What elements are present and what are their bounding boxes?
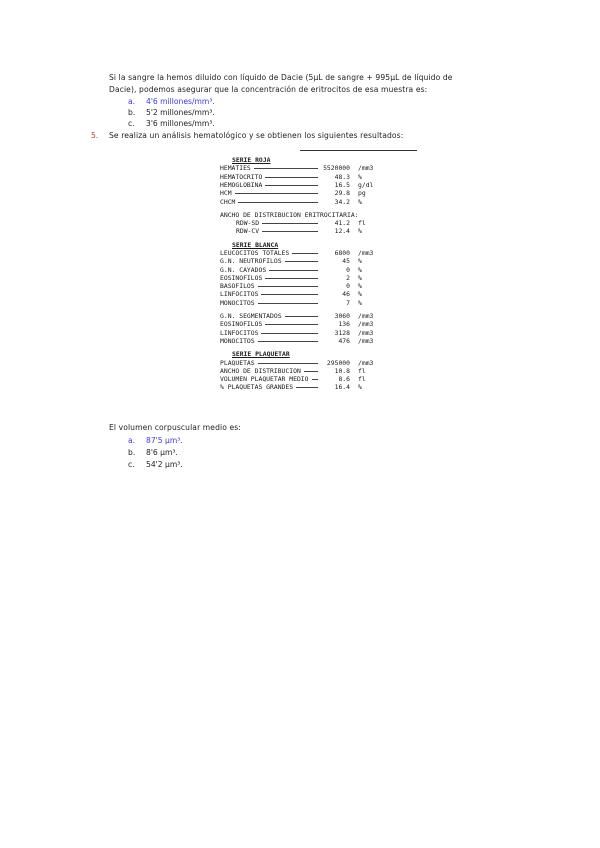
report-row-name: LINFOCITOS <box>220 290 259 299</box>
report-row-leader <box>261 333 318 334</box>
report-row <box>220 198 420 206</box>
report-row-leader <box>285 316 318 317</box>
option-text: 4'6 millones/mm³. <box>146 97 215 106</box>
report-row <box>220 329 420 337</box>
report-row-value: 5520000 <box>323 164 350 173</box>
option-letter: b. <box>128 448 136 457</box>
report-row <box>220 257 420 265</box>
report-row-unit: /mm3 <box>358 248 374 257</box>
report-row-name: MONOCITOS <box>220 298 255 307</box>
report-row-unit: % <box>358 257 362 266</box>
report-row-leader <box>254 168 318 169</box>
report-row-name: LINFOCITOS <box>220 328 259 337</box>
report-row-unit: fl <box>358 375 366 384</box>
question-4-line-1: Si la sangre la hemos diluido con líquido de Dacie (5µL de sangre + 995µL de líquido de <box>109 73 453 82</box>
report-row-value: 3128 <box>334 328 350 337</box>
report-row <box>220 173 420 181</box>
report-row-unit: % <box>358 282 362 291</box>
report-row <box>220 189 420 197</box>
report-section-title: SERIE ROJA <box>232 156 271 164</box>
report-subtitle: ANCHO DE DISTRIBUCION ERITROCITARIA: <box>220 210 359 219</box>
report-row-leader <box>238 202 318 203</box>
report-row-name: % PLAQUETAS GRANDES <box>220 383 294 392</box>
report-row-leader <box>258 303 318 304</box>
report-row-value: 16.4 <box>334 383 350 392</box>
report-row-name: ANCHO DE DISTRIBUCION <box>220 366 301 375</box>
report-row-leader <box>258 363 318 364</box>
report-row-value: 6800 <box>334 248 350 257</box>
report-row <box>220 274 420 282</box>
report-row-leader <box>312 379 319 380</box>
report-row-value: 476 <box>338 336 350 345</box>
question-5-number: 5. <box>91 131 99 140</box>
report-row <box>220 383 420 391</box>
report-row <box>220 359 420 367</box>
report-row-value: 29.8 <box>334 189 350 198</box>
report-row-leader <box>269 270 318 271</box>
option-letter: a. <box>128 97 136 106</box>
report-row-name: CHCM <box>220 197 236 206</box>
report-row-name: PLAQUETAS <box>220 358 255 367</box>
report-row-unit: /mm3 <box>358 312 374 321</box>
report-row <box>220 219 420 227</box>
option-text: 54'2 µm³. <box>146 460 183 469</box>
report-row-leader <box>285 261 318 262</box>
report-row-value: 41.2 <box>334 219 350 228</box>
report-row-value: 12.4 <box>334 227 350 236</box>
option-letter: a. <box>128 436 136 445</box>
report-row-value: 0 <box>346 265 350 274</box>
report-row-value: 46 <box>342 290 350 299</box>
report-row-name: MONOCITOS <box>220 336 255 345</box>
report-row-name: HCM <box>220 189 232 198</box>
report-row-name: G.N. SEGMENTADOS <box>220 312 282 321</box>
report-row-value: 295000 <box>326 358 350 367</box>
report-row-unit: % <box>358 227 362 236</box>
report-row-leader <box>258 341 318 342</box>
report-row-value: 136 <box>338 320 350 329</box>
report-row <box>220 375 420 383</box>
report-row-unit: /mm3 <box>358 328 374 337</box>
report-row-name: RDW-CV <box>236 227 260 236</box>
report-row-unit: g/dl <box>358 180 374 189</box>
report-row <box>220 367 420 375</box>
report-row-unit: fl <box>358 219 366 228</box>
question-5-prompt: El volumen corpuscular medio es: <box>109 423 241 432</box>
report-row-unit: % <box>358 383 362 392</box>
report-row-unit: /mm3 <box>358 358 374 367</box>
question-5-text: Se realiza un análisis hematológico y se obtienen los siguientes resultados: <box>109 131 404 140</box>
report-row <box>220 320 420 328</box>
report-row-value: 8.6 <box>338 375 350 384</box>
report-row-unit: /mm3 <box>358 336 374 345</box>
report-row-value: 48.3 <box>334 172 350 181</box>
report-row-leader <box>235 193 318 194</box>
report-row-leader <box>296 387 318 388</box>
report-row-leader <box>265 324 318 325</box>
report-row-name: EOSINOFILOS <box>220 273 263 282</box>
report-row <box>220 266 420 274</box>
report-row-leader <box>262 223 318 224</box>
report-row-value: 45 <box>342 257 350 266</box>
report-row-name: G.N. NEUTROFILOS <box>220 257 282 266</box>
report-row-name: G.N. CAYADOS <box>220 265 267 274</box>
report-row-unit: /mm3 <box>358 164 374 173</box>
report-row-leader <box>265 185 318 186</box>
report-row-value: 3060 <box>334 312 350 321</box>
report-row-leader <box>304 371 318 372</box>
report-row <box>220 312 420 320</box>
report-row-name: LEUCOCITOS TOTALES <box>220 248 290 257</box>
lab-report <box>220 150 420 418</box>
question-4-line-2: Dacie), podemos asegurar que la concentración de eritrocitos de esa muestra es: <box>109 85 428 94</box>
report-row-unit: % <box>358 273 362 282</box>
report-row-unit: % <box>358 290 362 299</box>
report-row <box>220 290 420 298</box>
option-text: 3'6 millones/mm³. <box>146 119 215 128</box>
report-section-title: SERIE BLANCA <box>232 240 279 249</box>
report-row-unit: /mm3 <box>358 320 374 329</box>
report-row-name: HEMATOCRITO <box>220 172 263 181</box>
option-text: 5'2 millones/mm³. <box>146 108 215 117</box>
report-row <box>220 227 420 235</box>
report-section-title: SERIE PLAQUETAR <box>232 350 290 359</box>
report-row-unit: fl <box>358 366 366 375</box>
report-row-unit: % <box>358 298 362 307</box>
report-row-leader <box>261 294 318 295</box>
report-row <box>220 164 420 172</box>
option-letter: b. <box>128 108 136 117</box>
report-row-leader <box>265 177 318 178</box>
report-row <box>220 337 420 345</box>
report-row-value: 16.5 <box>334 180 350 189</box>
report-row-unit: % <box>358 172 362 181</box>
report-row-leader <box>265 278 318 279</box>
option-letter: c. <box>128 119 135 128</box>
report-row-name: VOLUMEN PLAQUETAR MEDIO <box>220 375 309 384</box>
report-row-value: 7 <box>346 298 350 307</box>
report-row-name: HEMOGLOBINA <box>220 180 263 189</box>
report-row-leader <box>262 231 318 232</box>
report-row-unit: % <box>358 265 362 274</box>
report-row-name: EOSINOFILOS <box>220 320 263 329</box>
report-row-name: BASOFILOS <box>220 282 255 291</box>
option-letter: c. <box>128 460 135 469</box>
report-top-rule <box>300 150 417 151</box>
report-row <box>220 299 420 307</box>
report-row-name: RDW-SD <box>236 219 260 228</box>
report-row-value: 0 <box>346 282 350 291</box>
report-row-unit: pg <box>358 189 366 198</box>
report-row-leader <box>258 286 318 287</box>
report-row-leader <box>292 253 318 254</box>
report-row-value: 34.2 <box>334 197 350 206</box>
report-row <box>220 282 420 290</box>
report-row <box>220 249 420 257</box>
report-row-value: 2 <box>346 273 350 282</box>
report-row-unit: % <box>358 197 362 206</box>
report-row-name: HEMATIES <box>220 164 251 173</box>
option-text: 8'6 µm³. <box>146 448 178 457</box>
report-row <box>220 181 420 189</box>
report-row-value: 10.8 <box>334 366 350 375</box>
option-text: 87'5 µm³. <box>146 436 183 445</box>
